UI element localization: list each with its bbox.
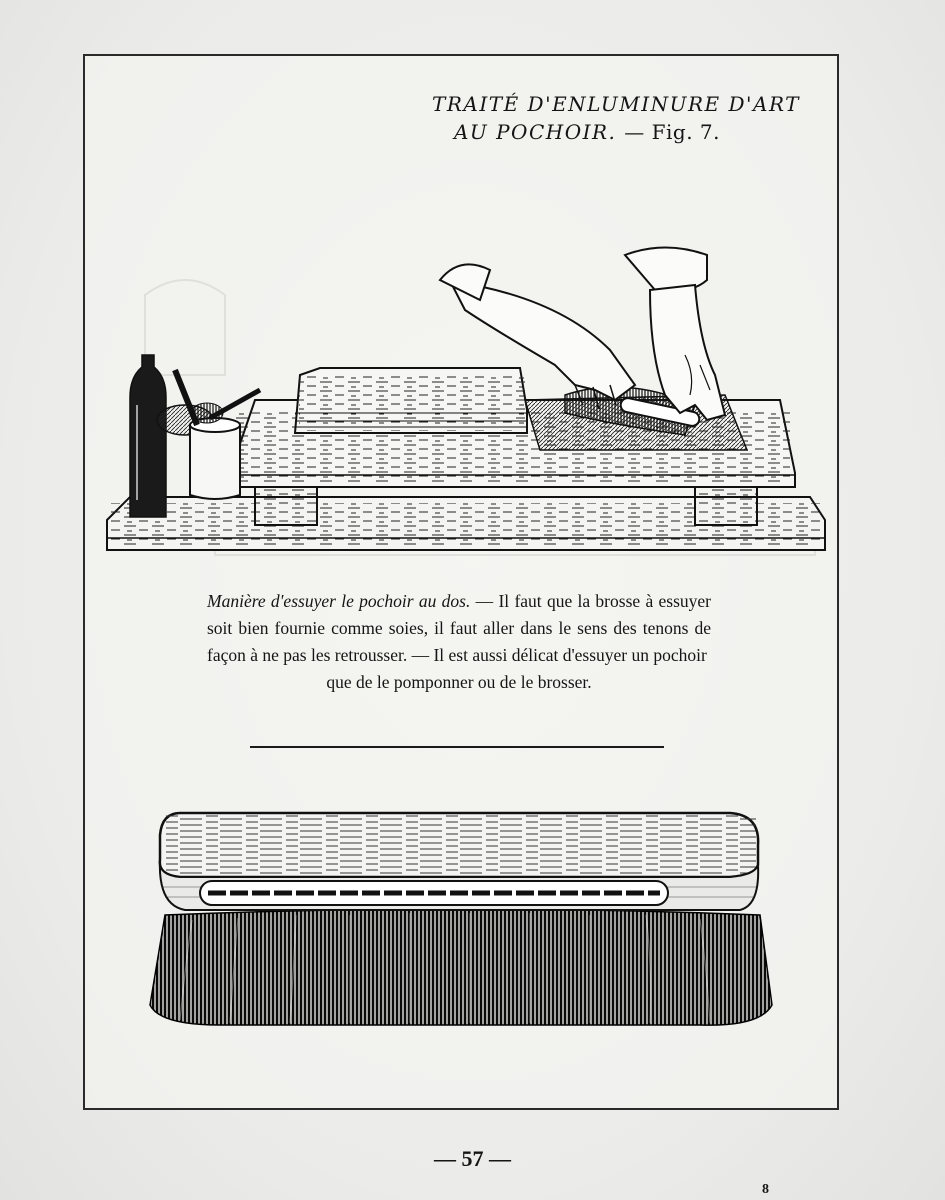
stencil-brush-engraving-icon: [140, 805, 780, 1035]
title-line-2-italic: AU POCHOIR.: [453, 120, 617, 144]
title-line-2: [300, 118, 800, 146]
caption-body: — Il faut que la brosse à essuyer soit bien fournie comme soies, il faut aller dans le sens des tenons de façon à ne pas les retrousser. — Il est aussi délicat d'essuyer un pochoir: [207, 591, 711, 665]
figure-label: — Fig. 7.: [624, 120, 720, 144]
figure-caption: [207, 588, 711, 696]
caption-last-line: que de le pomponner ou de le brosser.: [326, 672, 592, 692]
caption-italic-lead: Manière d'essuyer le pochoir au dos.: [207, 591, 471, 611]
plate-title: [300, 90, 800, 146]
stencil-wiping-engraving-icon: [95, 235, 830, 565]
separator-rule: [250, 746, 664, 748]
title-line-1: TRAITÉ D'ENLUMINURE D'ART: [432, 92, 800, 116]
page-number: — 57 —: [434, 1146, 511, 1171]
corner-mark: 8: [762, 1182, 769, 1197]
